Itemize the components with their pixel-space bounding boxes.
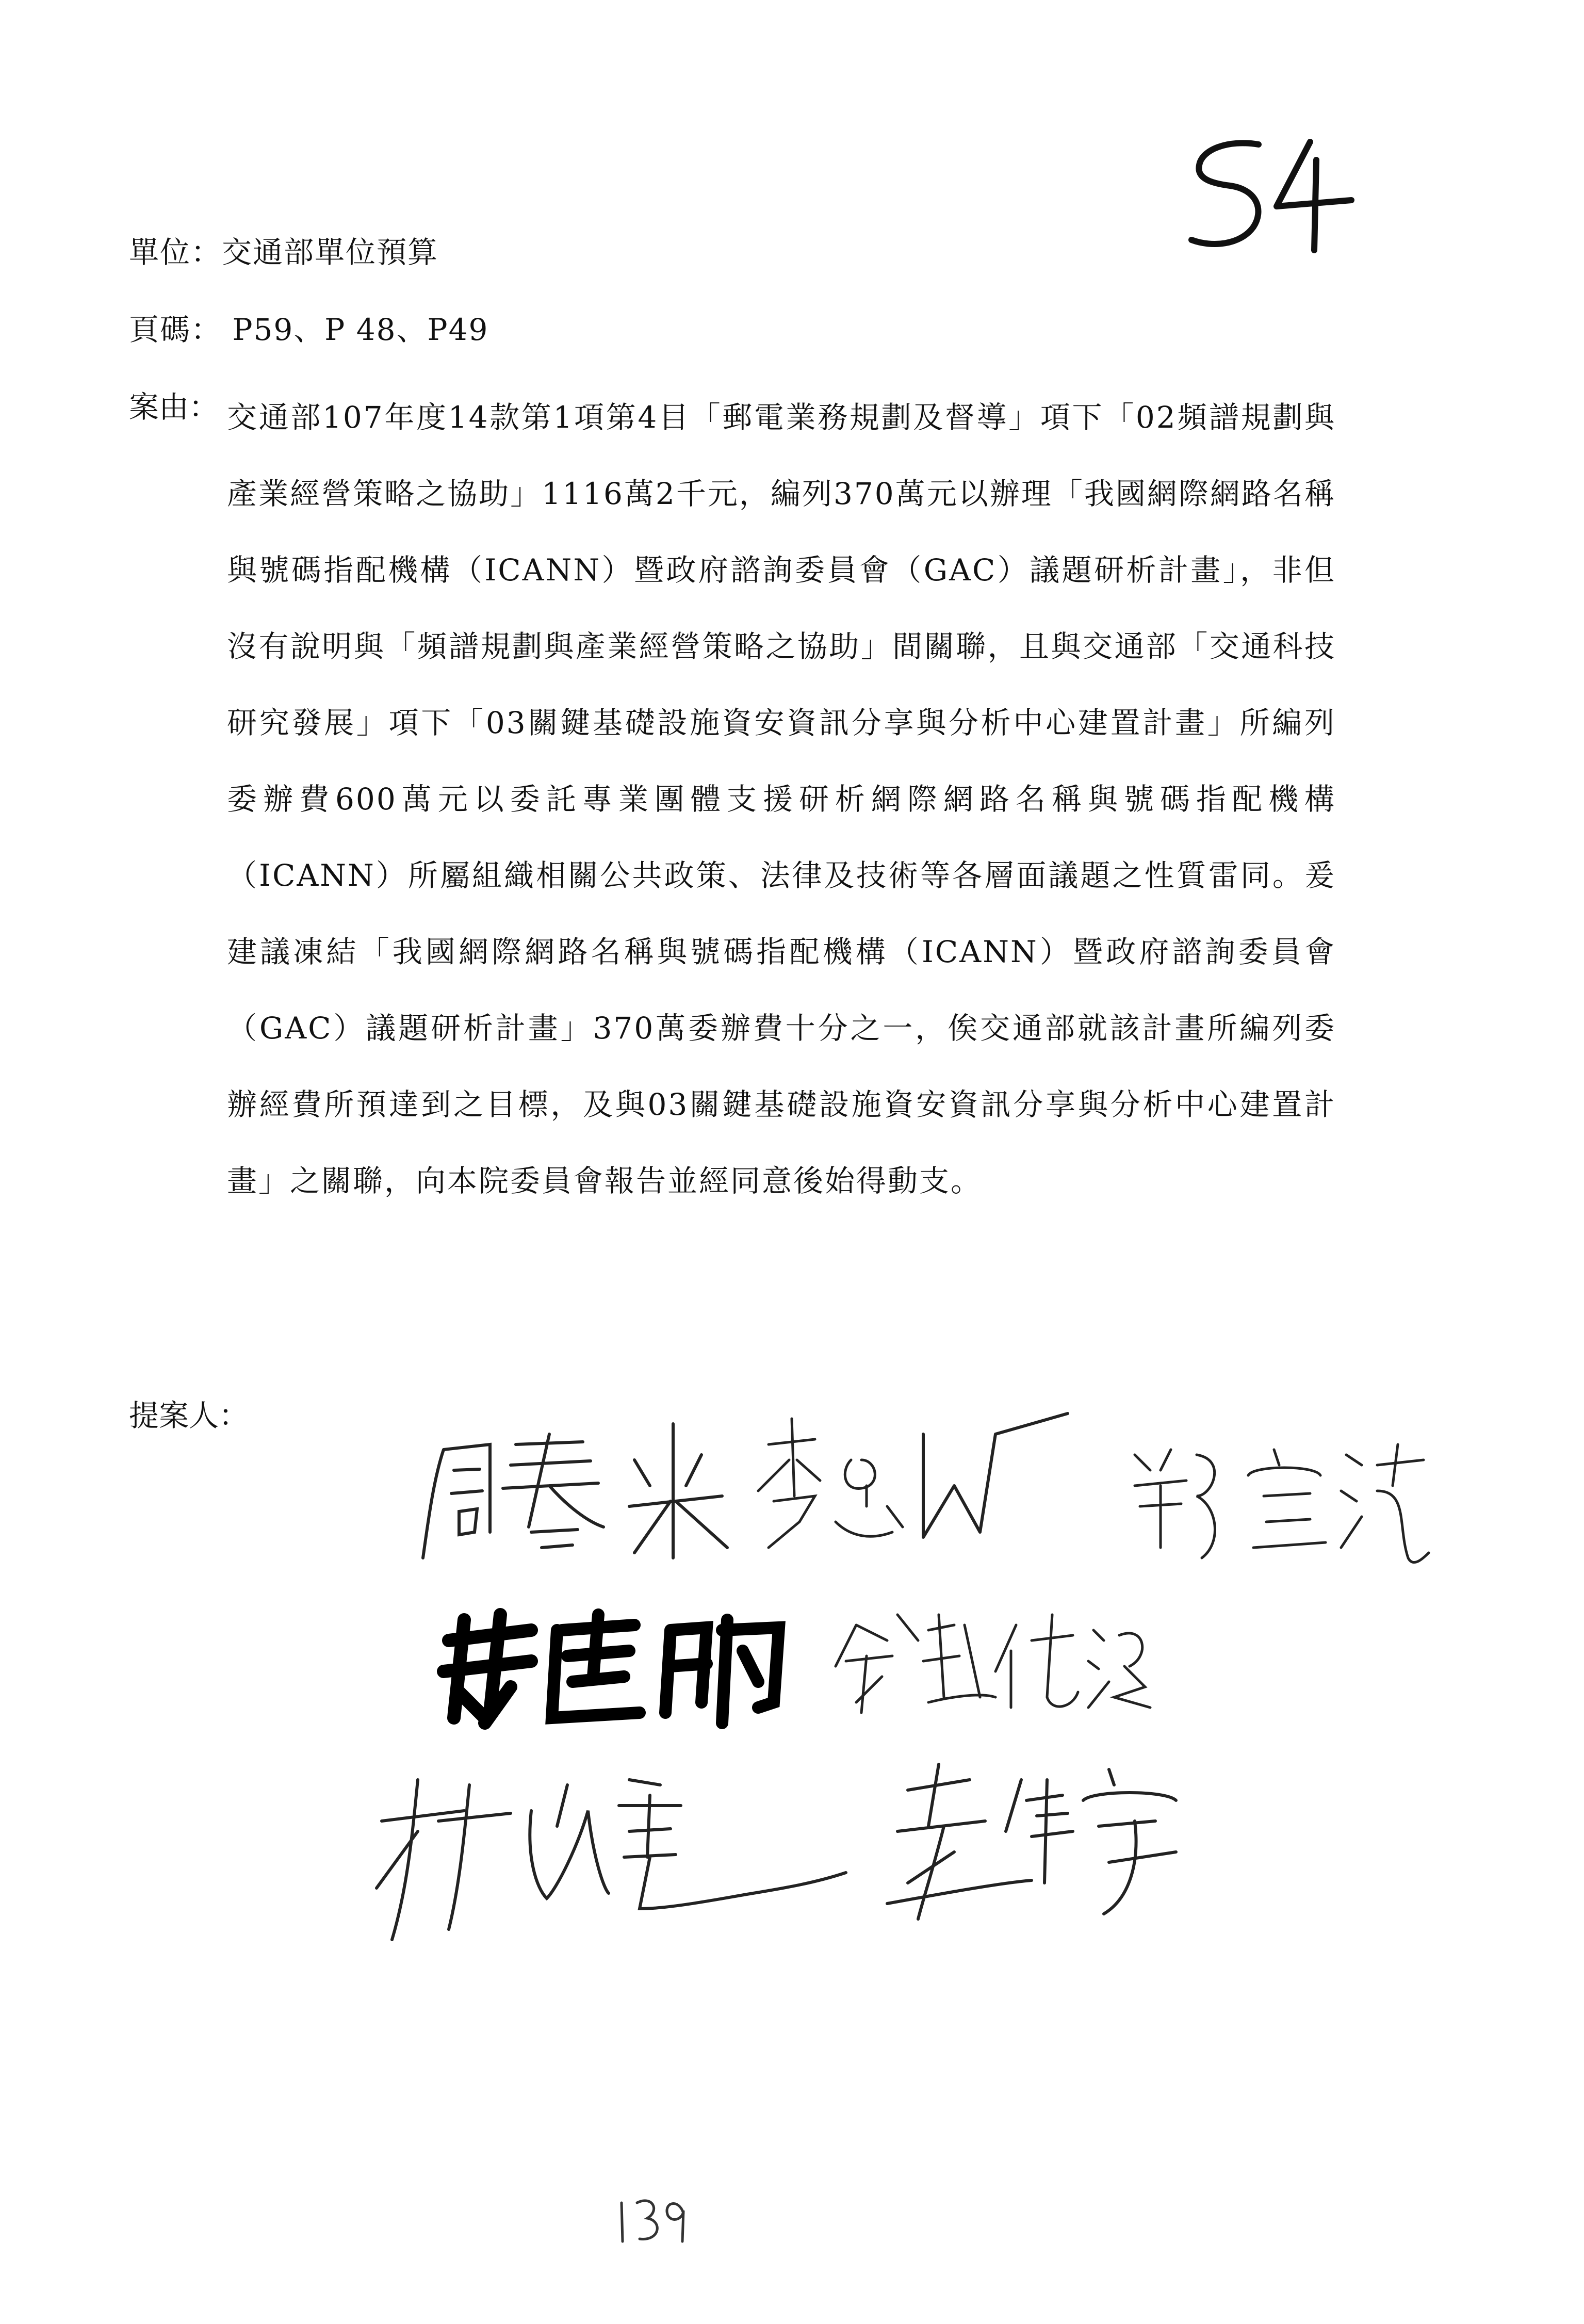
signature-6 — [361, 1754, 856, 1950]
unit-value: 交通部單位預算 — [222, 235, 439, 270]
page-ref-label: 頁碼： — [129, 312, 222, 347]
case-body: 交通部107年度14款第1項第4目「郵電業務規劃及督導」項下「02頻譜規劃與產業經營策略之協助」1116萬2千元，編列370萬元以辦理「我國網際網路名稱與號碼指配機構（ICANN）暨政府諮詢委員會（GAC）議題研析計畫」，非但沒有說明與「頻譜規劃與產業經營策略之協助」間關聯，且與交通部「交通科技研究發展」項下「03關鍵基礎設施資安資訊分享與分析中心建置計畫」所編列委辦費600萬元以委託專業團體支援研析網際網路名稱與號碼指配機構（ICANN）所屬組織相關公共政策、法律及技術等各層面議題之性質雷同。爰建議凍結「我國網際網路名稱與號碼指配機構（ICANN）暨政府諮詢委員會（GAC）議題研析計畫」370萬委辦費十分之一，俟交通部就該計畫所編列委辦經費所預達到之目標，及與03關鍵基礎設施資安資訊分享與分析中心建置計畫」之關聯，向本院委員會報告並經同意後始得動支。 — [227, 400, 1336, 1198]
proposer-label: 提案人： — [129, 1398, 249, 1433]
signature-4 — [428, 1599, 789, 1733]
handwritten-number-drawing — [1181, 129, 1357, 258]
signature-5 — [825, 1594, 1155, 1723]
unit-label: 單位： — [129, 235, 222, 270]
case-label: 案由： — [129, 389, 219, 425]
handwritten-number — [1181, 129, 1357, 258]
page-ref-value: P59、P 48、P49 — [222, 312, 489, 347]
signature-2 — [738, 1403, 1088, 1573]
unit-line — [129, 235, 439, 270]
signature-3 — [1119, 1424, 1429, 1568]
signature-1 — [413, 1403, 784, 1573]
signature-7 — [867, 1749, 1186, 1935]
handwritten-page-number — [611, 2190, 694, 2247]
page-ref-line — [129, 312, 489, 347]
